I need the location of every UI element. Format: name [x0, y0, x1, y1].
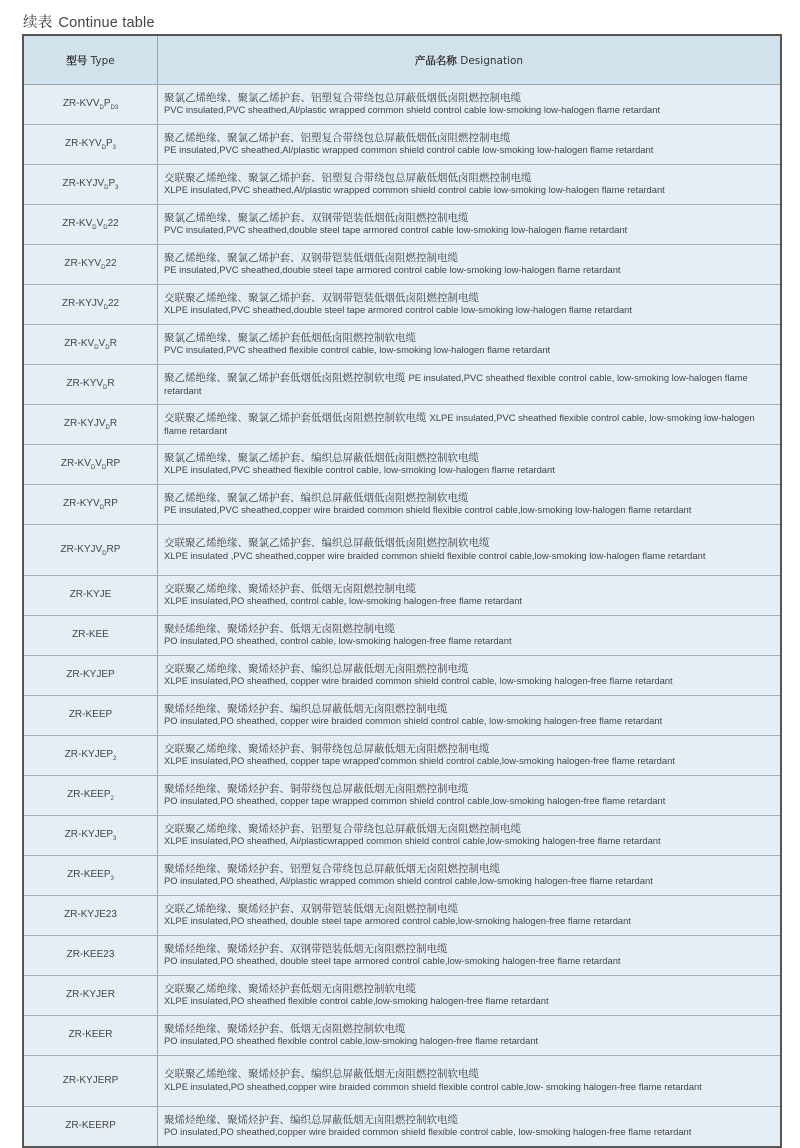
designation-en: XLPE insulated,PO sheathed, control cable, low-smoking halogen-free flame retardant: [164, 595, 523, 607]
cell-designation: [158, 445, 782, 485]
type-text: ZR-KV: [62, 98, 93, 109]
table-row: [23, 696, 781, 736]
designation-en: PVC insulated,PVC sheathed flexible control cable, low-smoking low-halogen flame retardant: [164, 344, 551, 356]
designation-zh: 交联聚乙烯绝缘、聚氯乙烯护套、双钢带铠装低烟低卤阻燃控制电缆: [164, 291, 479, 304]
table-row: [23, 405, 781, 445]
designation-en: XLPE insulated ,PVC sheathed,copper wire braided common shield flexible control cable,low-smoking low-halogen flame retardant: [164, 549, 706, 561]
type-text: ZR-KYJV: [62, 178, 105, 189]
designation-en: PO insulated,PO sheathed, copper tape wrapped common shield control cable,low-smoking halogen-free flame retardant: [164, 795, 666, 807]
cell-designation: [158, 405, 782, 445]
type-text: ZR-KYV: [63, 498, 100, 509]
type-subscript: D: [101, 465, 107, 471]
type-text: ZR-KYJV: [61, 298, 104, 309]
cell-type: [23, 896, 158, 936]
designation-en: PO insulated,PO sheathed flexible control cable,low-smoking halogen-free flame retardant: [164, 1035, 539, 1047]
designation-en: XLPE insulated,PVC sheathed,double steel tape armored control cable low-smoking low-halogen flame retardant: [164, 304, 632, 316]
type-text: ZR-KYJV: [63, 418, 106, 429]
designation-zh: 聚烯烃绝缘、聚烯烃护套、铝塑复合带绕包总屏蔽低烟无卤阻燃控制电缆: [164, 862, 500, 875]
type-subscript: 2: [110, 796, 114, 802]
cell-designation: [158, 325, 782, 365]
type-subscript: D: [105, 345, 110, 351]
type-subscript: 3: [113, 836, 117, 842]
designation-en: XLPE insulated,PO sheathed, Ai/plasticwrapped common shield control cable,low-smoking halogen-free flame retardant: [164, 835, 661, 847]
type-subscript: D: [103, 225, 108, 231]
designation-zh: 交联乙烯绝缘、聚烯烃护套、双钢带铠装低烟无卤阻燃控制电缆: [164, 902, 458, 915]
type-subscript: 3: [112, 145, 117, 151]
designation-en: XLPE insulated,PO sheathed, copper tape wrapped'common shield control cable,low-smoking halogen-free flame retardant: [164, 755, 675, 767]
designation-zh: 交联聚乙烯绝缘、聚氯乙烯护套、编织总屏蔽低烟低卤阻燃控制软电缆: [164, 537, 490, 550]
cell-designation: [158, 896, 782, 936]
cell-type: [23, 856, 158, 896]
cell-designation: [158, 656, 782, 696]
table-row: [23, 245, 781, 285]
cell-designation: [158, 696, 782, 736]
table-row: [23, 656, 781, 696]
designation-en: PO insulated,PO sheathed, Al/plastic wrapped common shield control cable,low-smoking halogen-free flame retardant: [164, 875, 653, 887]
type-subscript: D: [99, 105, 104, 111]
type-subscript: D: [103, 305, 108, 311]
cell-type: [23, 1056, 158, 1107]
cell-type: [23, 616, 158, 656]
cable-spec-table: [22, 34, 782, 1148]
cell-type: [23, 245, 158, 285]
type-text: R: [107, 378, 115, 389]
cell-designation: [158, 1056, 782, 1107]
type-text: ZR-KEEP: [67, 789, 111, 800]
header-designation-zh: 产品名称: [414, 54, 457, 67]
type-text: P: [103, 98, 111, 109]
type-text: RP: [106, 543, 121, 555]
type-text: ZR-KEEP: [68, 709, 113, 720]
type-text: 22: [105, 258, 117, 269]
designation-zh: 聚烯烃绝缘、聚烯烃护套、编织总屏蔽低烟无卤阻燃控制软电缆: [164, 1113, 458, 1126]
type-subscript: 2: [113, 756, 117, 762]
caption-zh: 续表: [23, 15, 53, 31]
cell-type: [23, 125, 158, 165]
cell-type: [23, 776, 158, 816]
table-row: [23, 1016, 781, 1056]
header-type: [23, 35, 158, 85]
designation-en: XLPE insulated,PO sheathed, double steel tape armored control cable,low-smoking halogen-free flame retardant: [164, 915, 631, 927]
designation-en: XLPE insulated,PVC sheathed flexible control cable, low-smoking low-halogen flame retardant: [164, 464, 555, 476]
type-text: ZR-KEE23: [66, 949, 115, 960]
cell-designation: [158, 165, 782, 205]
cell-type: [23, 1016, 158, 1056]
cell-type: [23, 405, 158, 445]
designation-en: PE insulated,PVC sheathed,copper wire braided common shield flexible control cable,low-smoking low-halogen flame retardant: [164, 504, 692, 516]
cell-type: [23, 816, 158, 856]
type-subscript: D: [101, 145, 106, 151]
type-text: 22: [107, 298, 120, 309]
type-text: V: [96, 218, 104, 229]
type-text: ZR-KYV: [66, 378, 104, 389]
type-subscript: D: [101, 265, 106, 271]
header-type-zh: 型号: [66, 54, 88, 67]
table-row: [23, 445, 781, 485]
designation-en: PE insulated,PVC sheathed flexible control cable, low-smoking low-halogen flame retardant: [164, 371, 748, 396]
table-row: [23, 1107, 781, 1148]
table-header-row: [23, 35, 781, 85]
table-row: [23, 205, 781, 245]
cell-designation: [158, 1016, 782, 1056]
type-text: ZR-KEE: [72, 629, 109, 640]
type-subscript: 3: [110, 876, 114, 882]
type-text: ZR-KV: [60, 458, 91, 469]
type-text: V: [95, 458, 102, 469]
type-text: 22: [107, 218, 119, 229]
cell-designation: [158, 525, 782, 576]
cell-type: [23, 445, 158, 485]
type-text: ZR-KYV: [64, 258, 102, 269]
designation-en: XLPE insulated,PO sheathed flexible control cable,low-smoking halogen-free flame retardant: [164, 995, 549, 1007]
header-designation: [158, 35, 782, 85]
type-subscript: 3: [114, 105, 119, 111]
cell-type: [23, 325, 158, 365]
designation-zh: 聚烯烃绝缘、聚烯烃护套、铜带绕包总屏蔽低烟无卤阻燃控制电缆: [164, 782, 469, 795]
cell-designation: [158, 616, 782, 656]
designation-zh: 聚氯乙烯绝缘、聚氯乙烯护套、双钢带铠装低烟低卤阻燃控制电缆: [164, 211, 469, 224]
designation-zh: 聚烯烃绝缘、聚烯烃护套、编织总屏蔽低烟无卤阻燃控制电缆: [164, 702, 448, 715]
cell-type: [23, 85, 158, 125]
designation-en: XLPE insulated,PO sheathed, copper wire braided common shield control cable, low-smoking halogen-free flame retardant: [164, 675, 673, 687]
designation-en: PO insulated,PO sheathed, double steel tape armored control cable,low-smoking halogen-free flame retardant: [164, 955, 621, 967]
cell-designation: [158, 576, 782, 616]
cell-type: [23, 696, 158, 736]
type-text: ZR-KYJEP: [64, 829, 113, 840]
table-row: [23, 525, 781, 576]
cell-type: [23, 976, 158, 1016]
table-row: [23, 1056, 781, 1107]
type-subscript: D: [104, 185, 109, 191]
cell-designation: [158, 365, 782, 405]
type-text: P: [106, 138, 113, 149]
type-subscript: D: [90, 465, 96, 471]
table-caption: [23, 11, 155, 32]
cell-type: [23, 525, 158, 576]
designation-zh: 交联聚乙烯绝缘、聚氯乙烯护套低烟低卤阻燃控制软电缆: [164, 411, 427, 424]
designation-zh: 交联聚乙烯绝缘、聚烯烃护套、铜带绕包总屏蔽低烟无卤阻燃控制电缆: [164, 742, 490, 755]
type-text: ZR-KV: [64, 338, 95, 349]
type-text: R: [109, 338, 117, 349]
table-row: [23, 125, 781, 165]
designation-en: XLPE insulated,PVC sheathed flexible control cable, low-smoking low-halogen flame retardant: [164, 411, 755, 436]
cell-type: [23, 285, 158, 325]
designation-en: PO insulated,PO sheathed,copper wire braided common shield flexible control cable, low-smoking halogen-free flame retardant: [164, 1126, 692, 1138]
type-text: RP: [104, 498, 118, 509]
cell-designation: [158, 776, 782, 816]
designation-zh: 交联聚乙烯绝缘、聚烯烃护套、低烟无卤阻燃控制电缆: [164, 582, 416, 595]
header-type-en: Type: [90, 54, 115, 67]
type-text: ZR-KEEP: [67, 869, 111, 880]
designation-zh: 聚乙烯绝缘、聚氯乙烯护套低烟低卤阻燃控制软电缆: [164, 371, 406, 384]
cell-designation: [158, 736, 782, 776]
type-text: P: [108, 178, 116, 189]
cell-type: [23, 936, 158, 976]
cell-designation: [158, 936, 782, 976]
designation-zh: 交联聚乙烯绝缘、聚氯乙烯护套、铝塑复合带绕包总屏蔽低烟低卤阻燃控制电缆: [164, 171, 532, 184]
designation-en: PE insulated,PVC sheathed,double steel tape armored control cable low-smoking low-halogen flame retardant: [164, 264, 621, 276]
type-text: ZR-KYJE23: [64, 909, 117, 920]
cell-type: [23, 576, 158, 616]
table-row: [23, 736, 781, 776]
type-text: ZR-KYJV: [60, 543, 103, 555]
table-row: [23, 576, 781, 616]
designation-zh: 聚乙烯绝缘、聚氯乙烯护套、双钢带铠装低烟低卤阻燃控制电缆: [164, 251, 458, 264]
type-text: RP: [106, 458, 121, 469]
cell-type: [23, 205, 158, 245]
type-text: R: [109, 418, 118, 429]
table-row: [23, 325, 781, 365]
cell-designation: [158, 85, 782, 125]
designation-en: XLPE insulated,PVC sheathed,Al/plastic wrapped common shield control cable low-smoking low-halogen flame retardant: [164, 184, 665, 196]
table-row: [23, 816, 781, 856]
type-subscript: D: [102, 550, 107, 557]
designation-zh: 聚乙烯绝缘、聚氯乙烯护套、铝塑复合带绕包总屏蔽低烟低卤阻燃控制电缆: [164, 131, 511, 144]
type-text: ZR-KYJER: [66, 989, 115, 1000]
type-text: ZR-KYJEP: [64, 749, 113, 760]
table-row: [23, 616, 781, 656]
cell-designation: [158, 976, 782, 1016]
type-subscript: D: [92, 225, 97, 231]
caption-en: Continue table: [58, 15, 155, 31]
cell-designation: [158, 205, 782, 245]
cell-designation: [158, 245, 782, 285]
type-subscript: D: [105, 425, 110, 431]
table-row: [23, 285, 781, 325]
designation-en: PVC insulated,PVC sheathed,Al/plastic wrapped common shield control cable low-smoking low-halogen flame retardant: [164, 104, 661, 116]
designation-zh: 交联聚乙烯绝缘、聚烯烃护套、编织总屏蔽低烟无卤阻燃控制电缆: [164, 662, 469, 675]
table-row: [23, 976, 781, 1016]
designation-zh: 聚氯乙烯绝缘、聚氯乙烯护套低烟低卤阻燃控制软电缆: [164, 331, 416, 344]
designation-zh: 聚氯乙烯绝缘、聚氯乙烯护套、铝塑复合带绕包总屏蔽低烟低卤阻燃控制电缆: [164, 91, 521, 104]
type-text: ZR-KYJEP: [66, 669, 115, 680]
header-designation-en: Designation: [460, 54, 524, 67]
type-subscript: D: [110, 105, 115, 111]
cell-type: [23, 1107, 158, 1148]
designation-en: PE insulated,PVC sheathed,Al/plastic wrapped common shield control cable low-smoking low-halogen flame retardant: [164, 144, 654, 156]
table-row: [23, 85, 781, 125]
designation-zh: 交联聚乙烯绝缘、聚烯烃护套低烟无卤阻燃控制软电缆: [164, 982, 416, 995]
cell-designation: [158, 816, 782, 856]
type-text: V: [92, 98, 100, 109]
type-subscript: D: [103, 385, 108, 391]
type-subscript: 3: [115, 185, 119, 191]
type-text: V: [98, 338, 106, 349]
designation-zh: 聚乙烯绝缘、聚氯乙烯护套、编织总屏蔽低烟低卤阻燃控制软电缆: [164, 491, 469, 504]
designation-zh: 聚烯烃绝缘、聚烯烃护套、低烟无卤阻燃控制软电缆: [164, 1022, 406, 1035]
cell-designation: [158, 1107, 782, 1148]
cell-type: [23, 365, 158, 405]
designation-en: PO insulated,PO sheathed, control cable, low-smoking halogen-free flame retardant: [164, 635, 512, 647]
type-text: ZR-KV: [62, 218, 93, 229]
cell-type: [23, 485, 158, 525]
table-row: [23, 165, 781, 205]
type-text: ZR-KEER: [68, 1029, 113, 1040]
table-row: [23, 776, 781, 816]
cell-type: [23, 656, 158, 696]
table-row: [23, 365, 781, 405]
type-text: ZR-KYJERP: [62, 1074, 119, 1086]
designation-en: XLPE insulated,PO sheathed,copper wire braided common shield flexible control cable,low- smoking halogen-free flame retardant: [164, 1080, 702, 1092]
table-body: [23, 85, 781, 1148]
table-row: [23, 485, 781, 525]
designation-en: PVC insulated,PVC sheathed,double steel tape armored control cable low-smoking low-halogen flame retardant: [164, 224, 628, 236]
type-text: ZR-KEERP: [65, 1120, 116, 1131]
table-row: [23, 896, 781, 936]
designation-zh: 交联聚乙烯绝缘、聚烯烃护套、铝塑复合带绕包总屏蔽低烟无卤阻燃控制电缆: [164, 822, 521, 835]
cell-designation: [158, 125, 782, 165]
type-subscript: D: [99, 505, 105, 511]
designation-en: PO insulated,PO sheathed, copper wire braided common shield control cable, low-smoking halogen-free flame retardant: [164, 715, 663, 727]
designation-zh: 聚烃烯绝缘、聚烯烃护套、低烟无卤阻燃控制电缆: [164, 622, 395, 635]
type-text: ZR-KYV: [64, 138, 102, 149]
cell-designation: [158, 285, 782, 325]
cell-type: [23, 736, 158, 776]
cell-designation: [158, 856, 782, 896]
cell-type: [23, 165, 158, 205]
designation-zh: 聚烯烃绝缘、聚烯烃护套、双钢带铠装低烟无卤阻燃控制电缆: [164, 942, 448, 955]
type-subscript: D: [94, 345, 99, 351]
cell-designation: [158, 485, 782, 525]
table-row: [23, 856, 781, 896]
table-row: [23, 936, 781, 976]
type-text: ZR-KYJE: [69, 589, 112, 600]
designation-zh: 聚氯乙烯绝缘、聚氯乙烯护套、编织总屏蔽低烟低卤阻燃控制软电缆: [164, 451, 479, 464]
designation-zh: 交联聚乙烯绝缘、聚烯烃护套、编织总屏蔽低烟无卤阻燃控制软电缆: [164, 1068, 479, 1081]
